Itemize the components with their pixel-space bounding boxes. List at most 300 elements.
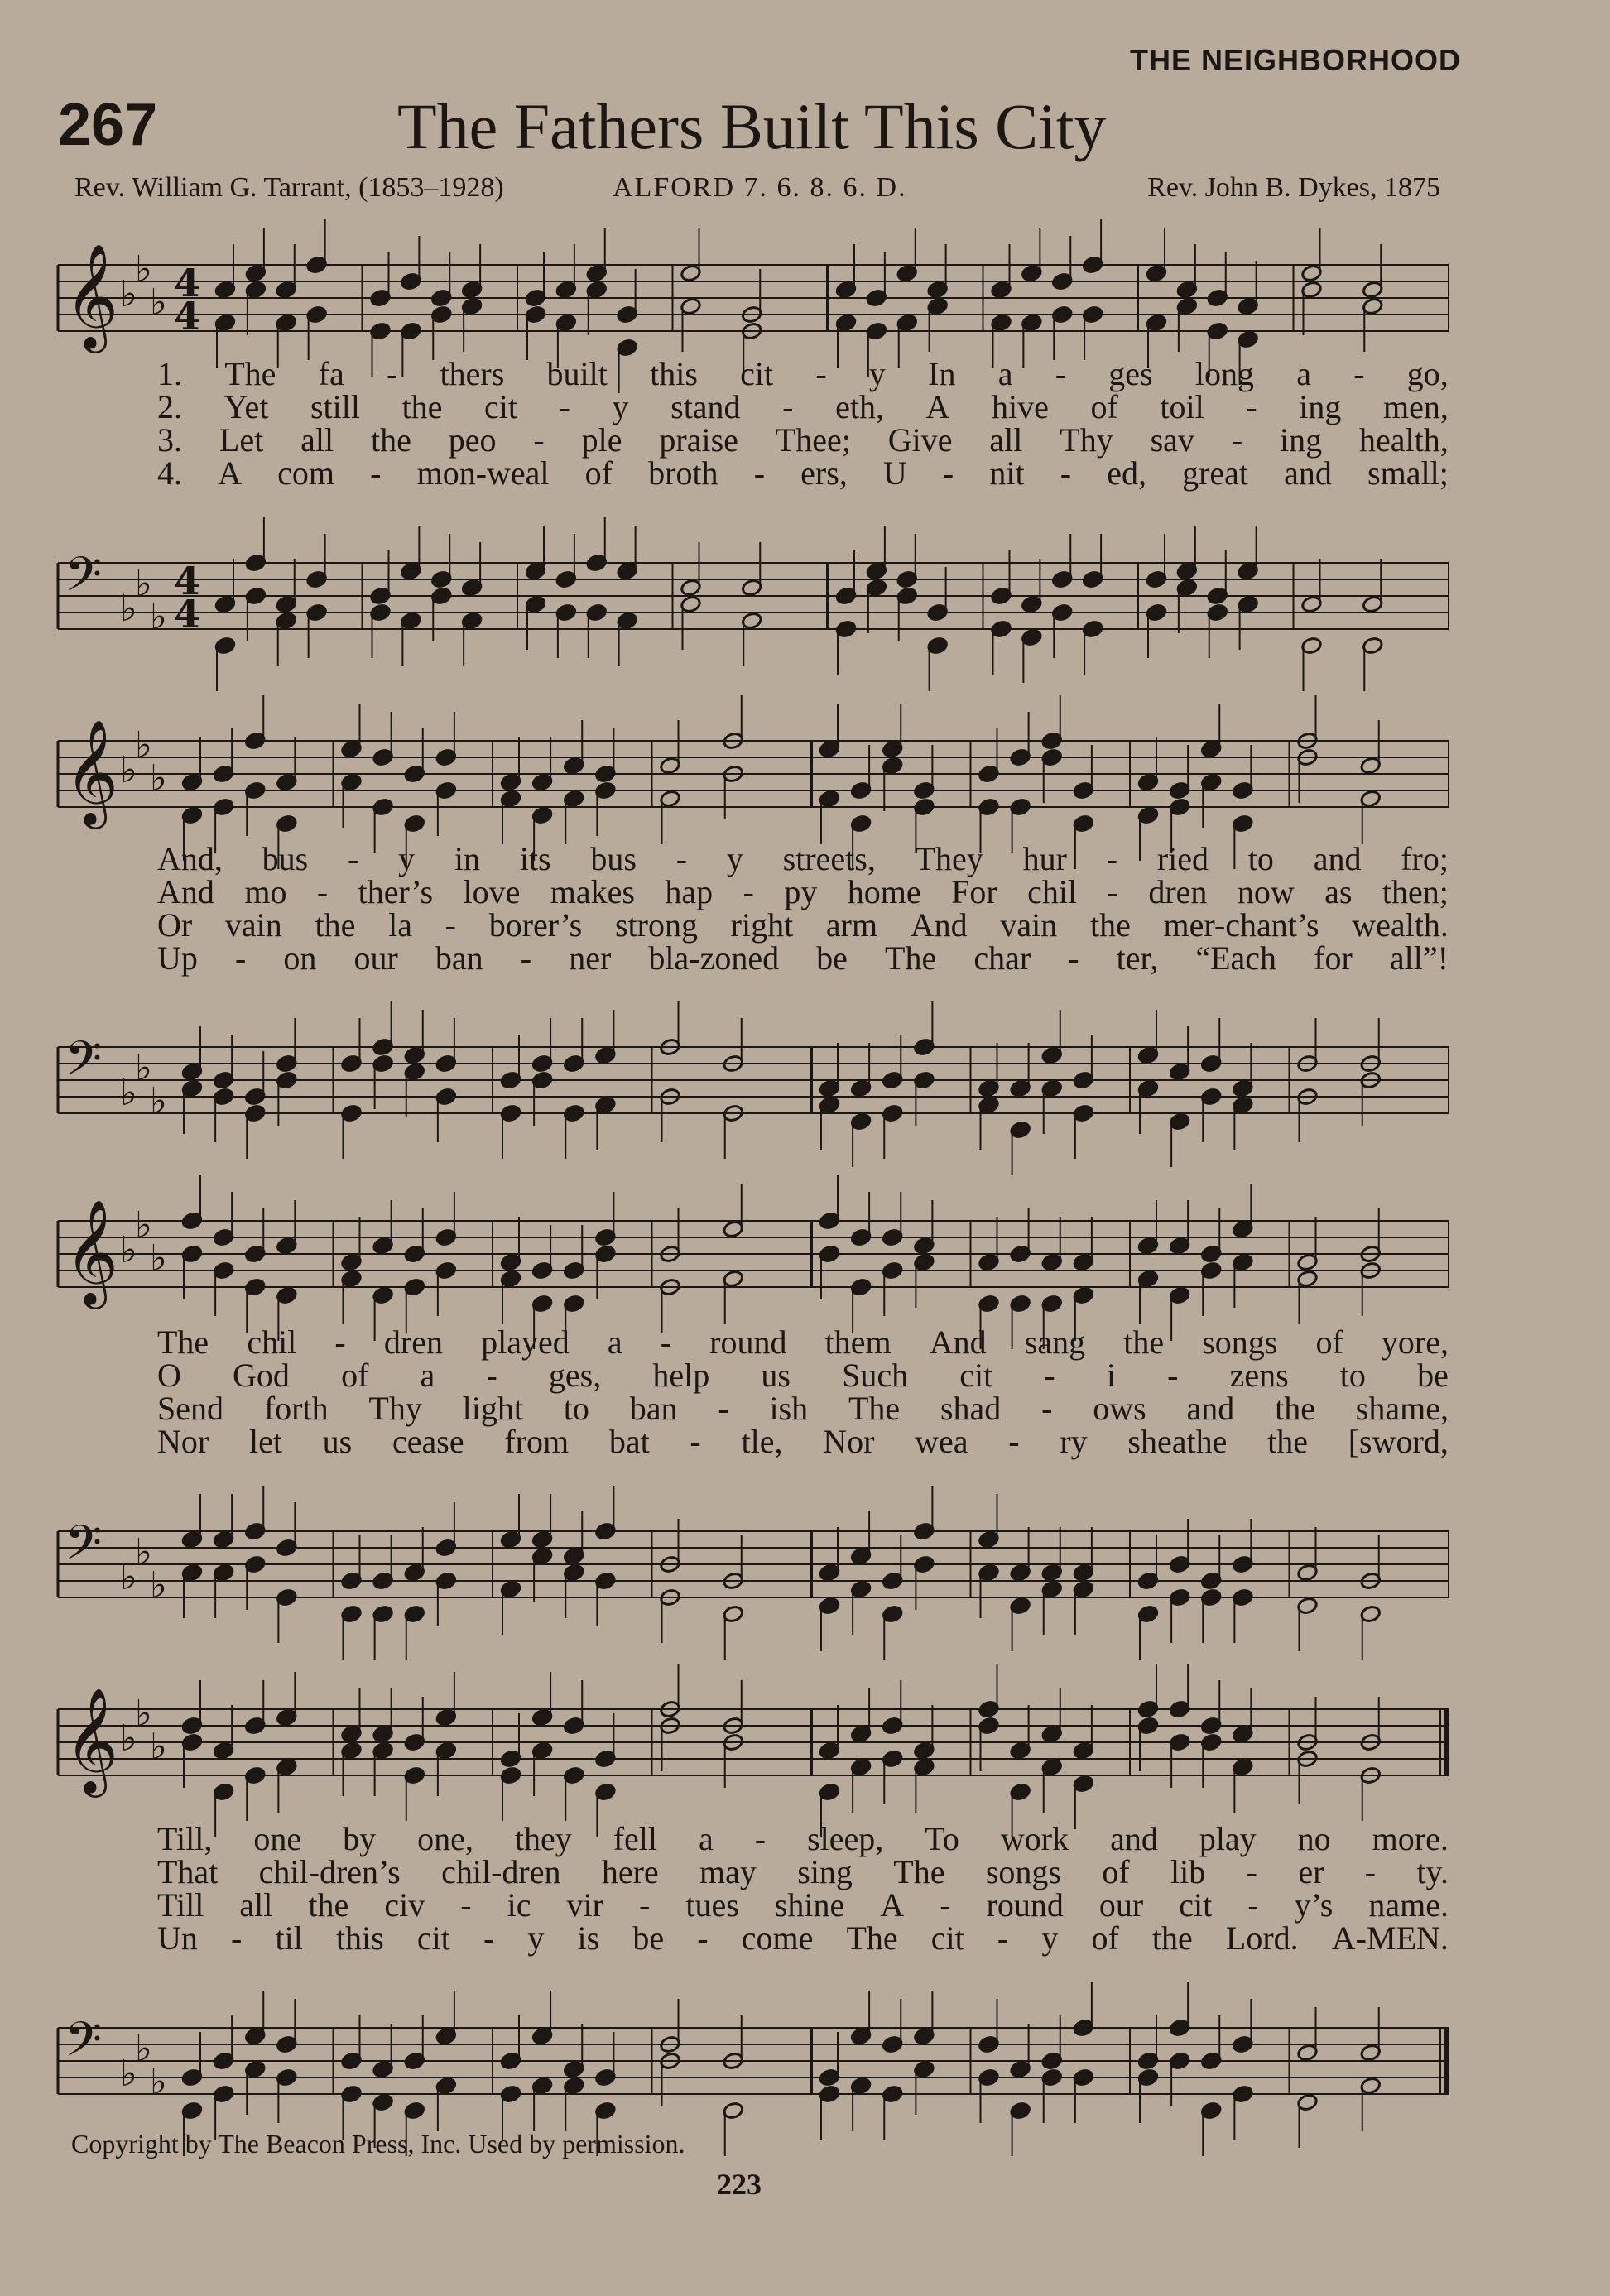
lyric-syllable: - <box>1246 388 1257 425</box>
lyric-syllable: fa <box>318 355 344 392</box>
lyric-syllable: is <box>577 1919 600 1957</box>
lyric-syllable: - <box>1068 939 1079 977</box>
lyric-syllable: go, <box>1406 355 1449 392</box>
lyric-syllable: - <box>1246 1853 1257 1890</box>
lyric-syllable: one, <box>417 1820 473 1857</box>
flat-icon: ♭ <box>135 248 152 291</box>
lyric-syllable: long <box>1194 355 1254 392</box>
lyric-syllable: in <box>454 840 481 877</box>
lyric-syllable: - <box>1231 421 1243 459</box>
lyric-syllable: Lord. <box>1225 1919 1299 1957</box>
lyric-syllable: - <box>1353 355 1365 392</box>
lyric-syllable: - <box>718 1390 729 1427</box>
lyric-syllable: chil-dren <box>441 1853 561 1890</box>
lyric-syllable: dren <box>1148 873 1208 910</box>
flat-icon: ♭ <box>135 2028 152 2070</box>
tune-name: ALFORD 7. 6. 8. 6. D. <box>613 172 907 203</box>
lyric-syllable: Yet <box>223 388 269 425</box>
lyric-syllable: y <box>1041 1919 1059 1957</box>
lyric-syllable: our <box>353 939 398 977</box>
lyric-syllable: ing <box>1280 421 1323 459</box>
lyric-syllable: 2. <box>157 388 182 425</box>
lyric-syllable: y <box>868 355 886 392</box>
verse-line <box>157 906 1449 944</box>
flat-icon: ♭ <box>120 2053 137 2095</box>
lyric-syllable: one <box>253 1820 302 1857</box>
lyric-syllable: sing <box>797 1853 853 1890</box>
lyric-syllable: God <box>233 1357 290 1394</box>
lyric-syllable: love <box>463 873 521 910</box>
lyric-syllable: ried <box>1156 840 1209 877</box>
lyric-syllable: hap <box>665 873 714 910</box>
lyric-syllable: cit <box>416 1919 450 1957</box>
lyric-syllable: our <box>1098 1886 1144 1924</box>
lyric-syllable: - <box>753 454 766 492</box>
lyric-syllable: Thee; <box>775 421 851 459</box>
time-signature-denominator: 4 <box>174 294 201 339</box>
lyric-syllable: Send <box>157 1390 223 1427</box>
verse-line <box>157 1392 1449 1425</box>
lyric-syllable: ing <box>1299 388 1342 425</box>
bass-staff-1 <box>50 542 1457 650</box>
lyrics-block-3 <box>157 1323 1449 1460</box>
lyric-syllable: - <box>483 1919 495 1957</box>
lyric-syllable: cit <box>1179 1886 1213 1924</box>
lyric-syllable: - <box>1060 454 1072 492</box>
lyric-syllable: let <box>248 1423 282 1460</box>
lyric-syllable: us <box>761 1357 791 1394</box>
verse-line <box>157 873 1449 910</box>
bass-clef-icon: 𝄢 <box>65 2011 103 2079</box>
lyric-syllable: of <box>1090 388 1118 425</box>
flat-icon: ♭ <box>120 1072 137 1114</box>
lyric-syllable: Thy <box>1060 421 1113 459</box>
author-credit: Rev. William G. Tarrant, (1853–1928) <box>74 172 504 203</box>
lyric-syllable: ty. <box>1416 1853 1449 1890</box>
bass-clef-icon: 𝄢 <box>65 546 103 614</box>
lyric-syllable: built <box>546 355 608 392</box>
lyric-syllable: fro; <box>1401 840 1449 877</box>
lyric-syllable: fell <box>613 1820 658 1857</box>
lyric-syllable: ges <box>1108 355 1153 392</box>
lyric-syllable: - <box>697 1919 709 1957</box>
lyric-syllable: - <box>1041 1390 1053 1427</box>
bass-clef-icon: 𝄢 <box>65 1030 103 1098</box>
lyric-syllable: hive <box>992 388 1049 425</box>
lyric-syllable: as <box>1324 873 1353 910</box>
lyric-syllable: its <box>519 840 551 877</box>
lyric-syllable: makes <box>550 873 635 910</box>
lyric-syllable: - <box>460 1886 472 1924</box>
flat-icon: ♭ <box>120 1556 137 1598</box>
lyric-syllable: 1. <box>157 355 182 392</box>
lyric-syllable: sheathe <box>1127 1423 1228 1460</box>
lyric-syllable: - <box>231 1919 243 1957</box>
verse-line <box>157 840 1449 877</box>
verse-line <box>157 1853 1449 1890</box>
lyric-syllable: - <box>1247 1886 1259 1924</box>
lyric-syllable: of <box>341 1357 369 1394</box>
flat-icon: ♭ <box>120 1717 137 1760</box>
lyric-syllable: for <box>1314 939 1353 977</box>
lyric-syllable: cease <box>392 1423 464 1460</box>
lyric-syllable: on <box>283 939 317 977</box>
bass-staff-3 <box>50 1511 1457 1618</box>
lyric-syllable: and <box>1284 454 1332 492</box>
lyric-syllable: Such <box>842 1357 909 1394</box>
lyric-syllable: The <box>848 1390 901 1427</box>
lyric-syllable: A <box>218 454 243 492</box>
lyric-syllable: ban <box>435 939 483 977</box>
lyric-syllable: And, <box>157 840 223 877</box>
lyric-syllable: The <box>846 1919 898 1957</box>
lyric-syllable: still <box>310 388 360 425</box>
lyric-syllable: thers <box>440 355 505 392</box>
bass-clef-icon: 𝄢 <box>65 1515 103 1583</box>
lyric-syllable: ple <box>581 421 622 459</box>
lyric-syllable: broth <box>648 454 718 492</box>
treble-clef-icon: 𝄞 <box>65 1198 119 1304</box>
lyric-syllable: bus <box>262 840 309 877</box>
lyric-syllable: shad <box>940 1390 1002 1427</box>
treble-staff-4 <box>50 1688 1457 1796</box>
lyric-syllable: y <box>398 840 416 877</box>
lyric-syllable: - <box>234 939 247 977</box>
lyric-syllable: - <box>782 388 794 425</box>
lyric-syllable: them <box>824 1323 892 1361</box>
lyric-syllable: The <box>885 939 937 977</box>
flat-icon: ♭ <box>150 1726 167 1768</box>
lyric-syllable: praise <box>659 421 738 459</box>
lyric-syllable: chil <box>1027 873 1078 910</box>
lyric-syllable: The <box>224 355 276 392</box>
lyric-syllable: vir <box>566 1886 603 1924</box>
lyric-syllable: lib <box>1170 1853 1206 1890</box>
lyric-syllable: name. <box>1368 1886 1449 1924</box>
lyric-syllable: played <box>481 1323 570 1361</box>
lyric-syllable: right <box>730 906 794 944</box>
lyric-syllable: then; <box>1382 873 1449 910</box>
lyric-syllable: bus <box>590 840 637 877</box>
lyric-syllable: - <box>316 873 329 910</box>
lyric-syllable: songs <box>1202 1323 1278 1361</box>
lyric-syllable: ges, <box>548 1357 602 1394</box>
lyric-syllable: mo <box>244 873 287 910</box>
lyric-syllable: by <box>343 1820 377 1857</box>
lyric-syllable: - <box>1106 840 1118 877</box>
lyric-syllable: - <box>815 355 827 392</box>
lyric-syllable: may <box>699 1853 757 1890</box>
lyric-syllable: mer-chant’s <box>1163 906 1319 944</box>
lyric-syllable: - <box>1008 1423 1020 1460</box>
lyric-syllable: To <box>925 1820 959 1857</box>
lyric-syllable: round <box>709 1323 787 1361</box>
lyric-syllable: help <box>652 1357 710 1394</box>
lyric-syllable: - <box>520 939 532 977</box>
lyric-syllable: dren <box>383 1323 443 1361</box>
lyric-syllable: ish <box>769 1390 809 1427</box>
lyric-syllable: and <box>1110 1820 1158 1857</box>
lyric-syllable: ner <box>569 939 612 977</box>
lyric-syllable: hur <box>1022 840 1067 877</box>
lyric-syllable: the <box>1267 1423 1308 1460</box>
hymn-number: 267 <box>58 92 158 158</box>
lyric-syllable: now <box>1237 873 1295 910</box>
verse-line <box>157 388 1449 425</box>
flat-icon: ♭ <box>135 1693 152 1735</box>
lyric-syllable: civ <box>384 1886 425 1924</box>
flat-icon: ♭ <box>150 1237 167 1280</box>
lyric-syllable: y <box>612 388 629 425</box>
lyric-syllable: mon-weal <box>416 454 550 492</box>
lyric-syllable: of <box>584 454 613 492</box>
lyric-syllable: all”! <box>1389 939 1449 977</box>
lyric-syllable: light <box>462 1390 523 1427</box>
lyric-syllable: Un <box>157 1919 198 1957</box>
lyric-syllable: sang <box>1024 1323 1086 1361</box>
treble-clef-icon: 𝄞 <box>65 718 119 824</box>
treble-clef-icon: 𝄞 <box>65 1687 119 1793</box>
verse-line <box>157 1359 1449 1392</box>
flat-icon: ♭ <box>150 596 167 638</box>
lyric-syllable: all <box>239 1886 273 1924</box>
lyric-syllable: bla-zoned <box>648 939 780 977</box>
lyric-syllable: Up <box>157 939 198 977</box>
treble-staff-2 <box>50 720 1457 828</box>
lyric-syllable: Let <box>219 421 264 459</box>
lyric-syllable: great <box>1182 454 1249 492</box>
lyric-syllable: songs <box>985 1853 1061 1890</box>
flat-icon: ♭ <box>120 273 137 315</box>
lyric-syllable: A <box>880 1886 905 1924</box>
lyric-syllable: the <box>1151 1919 1193 1957</box>
lyric-syllable: they <box>514 1820 572 1857</box>
lyric-syllable: 3. <box>157 421 182 459</box>
bass-staff-2 <box>50 1026 1457 1134</box>
lyric-syllable: the <box>308 1886 349 1924</box>
lyric-syllable: streets, <box>782 840 876 877</box>
lyric-syllable: - <box>1107 873 1118 910</box>
lyric-syllable: no <box>1297 1820 1331 1857</box>
lyric-syllable: py <box>784 873 818 910</box>
lyric-syllable: chil-dren’s <box>258 1853 401 1890</box>
lyric-syllable: [sword, <box>1348 1423 1449 1460</box>
lyric-syllable: In <box>928 355 956 392</box>
flat-icon: ♭ <box>135 1204 152 1246</box>
verse-line <box>157 1886 1449 1924</box>
lyric-syllable: y <box>527 1919 545 1957</box>
lyric-syllable: 4. <box>157 454 182 492</box>
credits-line <box>74 172 1440 214</box>
lyric-syllable: ers, <box>800 454 848 492</box>
lyric-syllable: And <box>929 1323 987 1361</box>
lyric-syllable: tues <box>685 1886 739 1924</box>
lyric-syllable: That <box>157 1853 219 1890</box>
lyric-syllable: The <box>893 1853 945 1890</box>
lyric-syllable: this <box>650 355 698 392</box>
lyric-syllable: - <box>675 840 688 877</box>
lyric-syllable: cit <box>930 1919 964 1957</box>
lyric-syllable: all <box>300 421 334 459</box>
lyric-syllable: - <box>348 840 359 877</box>
lyric-syllable: And <box>910 906 968 944</box>
lyric-syllable: of <box>1102 1853 1130 1890</box>
lyric-syllable: to <box>1247 840 1274 877</box>
lyric-syllable: a <box>1296 355 1311 392</box>
lyric-syllable: Thy <box>368 1390 422 1427</box>
lyric-syllable: U <box>882 454 907 492</box>
lyric-syllable: a <box>699 1820 714 1857</box>
lyric-syllable: bat <box>608 1423 650 1460</box>
section-label: THE NEIGHBORHOOD <box>1129 43 1461 77</box>
lyric-syllable: a <box>607 1323 622 1361</box>
lyric-syllable: tle, <box>741 1423 783 1460</box>
lyric-syllable: all <box>989 421 1023 459</box>
lyric-syllable: this <box>335 1919 384 1957</box>
lyric-syllable: to <box>563 1390 589 1427</box>
lyric-syllable: com <box>277 454 335 492</box>
lyric-syllable: - <box>1055 355 1067 392</box>
lyric-syllable: - <box>445 906 456 944</box>
flat-icon: ♭ <box>135 724 152 766</box>
lyric-syllable: health, <box>1359 421 1449 459</box>
lyric-syllable: - <box>334 1323 346 1361</box>
lyric-syllable: A-MEN. <box>1331 1919 1449 1957</box>
lyric-syllable: play <box>1199 1820 1257 1857</box>
lyric-syllable: yore, <box>1381 1323 1449 1361</box>
lyric-syllable: Till <box>157 1886 204 1924</box>
lyric-syllable: y <box>726 840 743 877</box>
lyric-syllable: shame, <box>1355 1390 1449 1427</box>
lyric-syllable: - <box>486 1357 497 1394</box>
lyric-syllable: and <box>1313 840 1362 877</box>
lyric-syllable: sleep, <box>807 1820 884 1857</box>
lyric-syllable: toil <box>1160 388 1204 425</box>
lyric-syllable: For <box>951 873 997 910</box>
lyric-syllable: here <box>601 1853 659 1890</box>
lyric-syllable: - <box>638 1886 651 1924</box>
lyric-syllable: - <box>533 421 545 459</box>
lyric-syllable: cit <box>484 388 518 425</box>
flat-icon: ♭ <box>135 1531 152 1573</box>
lyric-syllable: of <box>1091 1919 1119 1957</box>
verse-line <box>157 421 1449 459</box>
lyric-syllable: Nor <box>823 1423 875 1460</box>
time-signature-numerator: 4 <box>174 261 201 305</box>
flat-icon: ♭ <box>150 1564 167 1607</box>
verse-line <box>157 1820 1449 1857</box>
lyric-syllable: “Each <box>1195 939 1277 977</box>
lyric-syllable: work <box>1000 1820 1069 1857</box>
lyric-syllable: vain <box>224 906 282 944</box>
lyric-syllable: i <box>1106 1357 1116 1394</box>
lyric-syllable: - <box>386 355 398 392</box>
verse-line <box>157 939 1449 977</box>
flat-icon: ♭ <box>150 1080 167 1122</box>
lyric-syllable: to <box>1339 1357 1366 1394</box>
lyric-syllable: chil <box>247 1323 297 1361</box>
lyric-syllable: cit <box>959 1357 993 1394</box>
verse-line <box>157 355 1449 392</box>
page-number: 223 <box>717 2168 762 2201</box>
lyric-syllable: la <box>388 906 412 944</box>
lyric-syllable: the <box>1275 1390 1315 1427</box>
lyric-syllable: - <box>1364 1853 1377 1890</box>
lyric-syllable: come <box>741 1919 814 1957</box>
lyric-syllable: small; <box>1367 454 1449 492</box>
lyric-syllable: ry <box>1060 1423 1088 1460</box>
lyric-syllable: And <box>157 873 214 910</box>
lyric-syllable: O <box>157 1357 181 1394</box>
flat-icon: ♭ <box>150 2061 167 2103</box>
lyric-syllable: us <box>322 1423 353 1460</box>
lyric-syllable: be <box>816 939 848 977</box>
lyric-syllable: - <box>559 388 570 425</box>
flat-icon: ♭ <box>150 281 167 324</box>
lyric-syllable: zens <box>1229 1357 1289 1394</box>
lyric-syllable: - <box>940 1886 951 1924</box>
lyric-syllable: Nor <box>157 1423 209 1460</box>
lyric-syllable: peo <box>448 421 497 459</box>
lyric-syllable: the <box>315 906 356 944</box>
lyric-syllable: Or <box>157 906 193 944</box>
lyric-syllable: ows <box>1093 1390 1146 1427</box>
lyric-syllable: They <box>915 840 983 877</box>
lyric-syllable: ed, <box>1107 454 1146 492</box>
lyric-syllable: be <box>632 1919 665 1957</box>
lyric-syllable: - <box>690 1423 701 1460</box>
lyric-syllable: char <box>973 939 1031 977</box>
flat-icon: ♭ <box>120 749 137 791</box>
flat-icon: ♭ <box>135 1047 152 1089</box>
lyric-syllable: til <box>275 1919 303 1957</box>
verse-line <box>157 1919 1449 1957</box>
lyric-syllable: The <box>157 1323 209 1361</box>
flat-icon: ♭ <box>120 1229 137 1271</box>
lyric-syllable: ic <box>507 1886 531 1924</box>
lyric-syllable: the <box>370 421 411 459</box>
lyric-syllable: forth <box>263 1390 329 1427</box>
lyric-syllable: vain <box>1000 906 1058 944</box>
lyric-syllable: A <box>925 388 950 425</box>
lyric-syllable: men, <box>1383 388 1449 425</box>
lyric-syllable: shine <box>774 1886 845 1924</box>
lyric-syllable: - <box>660 1323 672 1361</box>
lyric-syllable: wea <box>915 1423 968 1460</box>
lyric-syllable: be <box>1417 1357 1449 1394</box>
treble-staff-3 <box>50 1200 1457 1308</box>
treble-clef-icon: 𝄞 <box>65 243 119 348</box>
lyric-syllable: - <box>743 873 754 910</box>
lyric-syllable: eth, <box>835 388 884 425</box>
lyric-syllable: y’s <box>1294 1886 1334 1924</box>
lyric-syllable: wealth. <box>1352 906 1449 944</box>
lyric-syllable: the <box>1089 906 1131 944</box>
lyric-syllable: cit <box>740 355 774 392</box>
hymn-title: The Fathers Built This City <box>397 90 1107 162</box>
lyric-syllable: - <box>370 454 382 492</box>
lyric-syllable: - <box>1044 1357 1055 1394</box>
flat-icon: ♭ <box>120 588 137 630</box>
lyric-syllable: a <box>997 355 1013 392</box>
lyric-syllable: ter, <box>1116 939 1159 977</box>
lyric-syllable: er <box>1298 1853 1324 1890</box>
flat-icon: ♭ <box>150 757 167 800</box>
lyric-syllable: ther’s <box>358 873 434 910</box>
lyric-syllable: from <box>504 1423 570 1460</box>
copyright-notice: Copyright by The Beacon Press, Inc. Used by permission. <box>71 2129 685 2159</box>
lyric-syllable: - <box>997 1919 1009 1957</box>
